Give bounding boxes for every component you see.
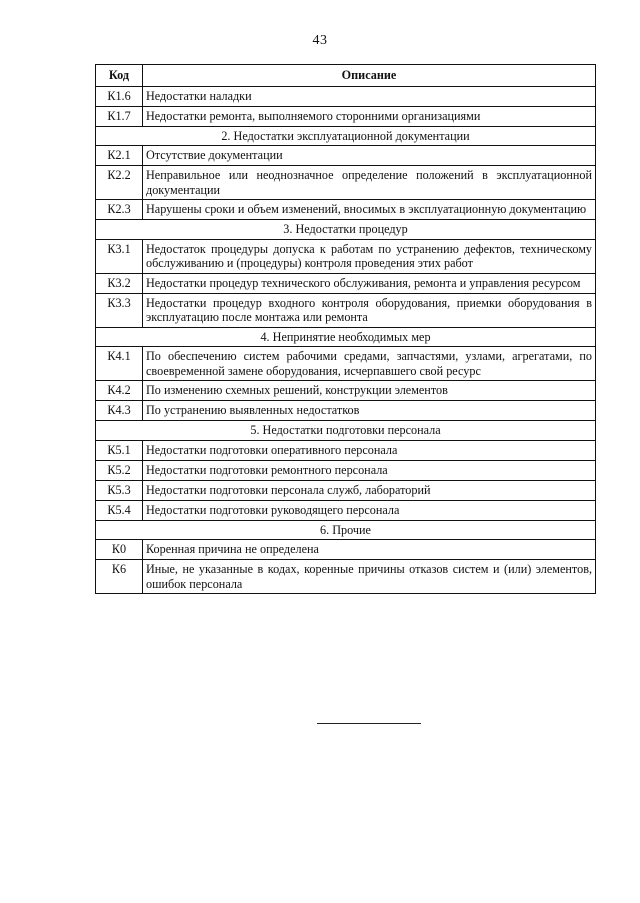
row-code: К2.2	[96, 166, 143, 200]
table-row	[96, 500, 596, 520]
table-row	[96, 293, 596, 327]
row-description: По изменению схемных решений, конструкции элементов	[143, 381, 596, 401]
page-number: 43	[312, 33, 328, 48]
table-row	[96, 106, 596, 126]
row-code: К2.3	[96, 200, 143, 220]
table-row	[96, 480, 596, 500]
table-row	[96, 460, 596, 480]
row-description: Отсутствие документации	[143, 146, 596, 166]
row-description: Иные, не указанные в кодах, коренные причины отказов систем и (или) элементов, ошибок персонала	[143, 560, 596, 594]
table-row	[96, 146, 596, 166]
row-description: Недостатки процедур технического обслуживания, ремонта и управления ресурсом	[143, 273, 596, 293]
table-row	[96, 200, 596, 220]
row-code: К3.3	[96, 293, 143, 327]
row-description: Недостатки подготовки оперативного персонала	[143, 440, 596, 460]
table-row	[96, 86, 596, 106]
section-header-row	[96, 220, 596, 240]
row-code: К4.2	[96, 381, 143, 401]
footnote-separator-line	[317, 723, 421, 724]
row-description: Недостатки подготовки ремонтного персонала	[143, 460, 596, 480]
section-title: 2. Недостатки эксплуатационной документации	[96, 126, 596, 146]
row-description: По обеспечению систем рабочими средами, запчастями, узлами, агрегатами, по своевременной замене оборудования, исчерпавшего свой ресурс	[143, 347, 596, 381]
row-code: К5.1	[96, 440, 143, 460]
row-description: Недостатки процедур входного контроля оборудования, приемки оборудования в эксплуатацию после монтажа или ремонта	[143, 293, 596, 327]
row-code: К4.1	[96, 347, 143, 381]
table-row	[96, 239, 596, 273]
row-description: Недостатки подготовки персонала служб, лабораторий	[143, 480, 596, 500]
table-row	[96, 273, 596, 293]
section-header-row	[96, 421, 596, 441]
section-title: 4. Непринятие необходимых мер	[96, 327, 596, 347]
row-code: К2.1	[96, 146, 143, 166]
section-title: 5. Недостатки подготовки персонала	[96, 421, 596, 441]
row-code: К5.2	[96, 460, 143, 480]
table-row	[96, 401, 596, 421]
row-code: К4.3	[96, 401, 143, 421]
row-description: Недостатки подготовки руководящего персонала	[143, 500, 596, 520]
table-row	[96, 560, 596, 594]
row-code: К1.7	[96, 106, 143, 126]
row-code: К5.4	[96, 500, 143, 520]
cause-codes-table	[95, 64, 596, 594]
row-code: К0	[96, 540, 143, 560]
column-header-code: Код	[96, 65, 143, 87]
row-code: К3.2	[96, 273, 143, 293]
row-description: По устранению выявленных недостатков	[143, 401, 596, 421]
table-body	[96, 86, 596, 594]
table-row	[96, 440, 596, 460]
section-title: 3. Недостатки процедур	[96, 220, 596, 240]
row-description: Недостаток процедуры допуска к работам по устранению дефектов, техническому обслуживанию и (процедуры) контроля проведения этих работ	[143, 239, 596, 273]
row-code: К3.1	[96, 239, 143, 273]
table-row	[96, 540, 596, 560]
row-code: К5.3	[96, 480, 143, 500]
row-code: К1.6	[96, 86, 143, 106]
table-row	[96, 166, 596, 200]
table-header-row	[96, 65, 596, 87]
row-description: Недостатки наладки	[143, 86, 596, 106]
section-title: 6. Прочие	[96, 520, 596, 540]
table-row	[96, 347, 596, 381]
section-header-row	[96, 520, 596, 540]
row-description: Неправильное или неоднозначное определение положений в эксплуатационной документации	[143, 166, 596, 200]
column-header-description: Описание	[143, 65, 596, 87]
row-code: К6	[96, 560, 143, 594]
row-description: Коренная причина не определена	[143, 540, 596, 560]
section-header-row	[96, 126, 596, 146]
row-description: Недостатки ремонта, выполняемого сторонними организациями	[143, 106, 596, 126]
section-header-row	[96, 327, 596, 347]
table-row	[96, 381, 596, 401]
row-description: Нарушены сроки и объем изменений, вносимых в эксплуатационную документацию	[143, 200, 596, 220]
